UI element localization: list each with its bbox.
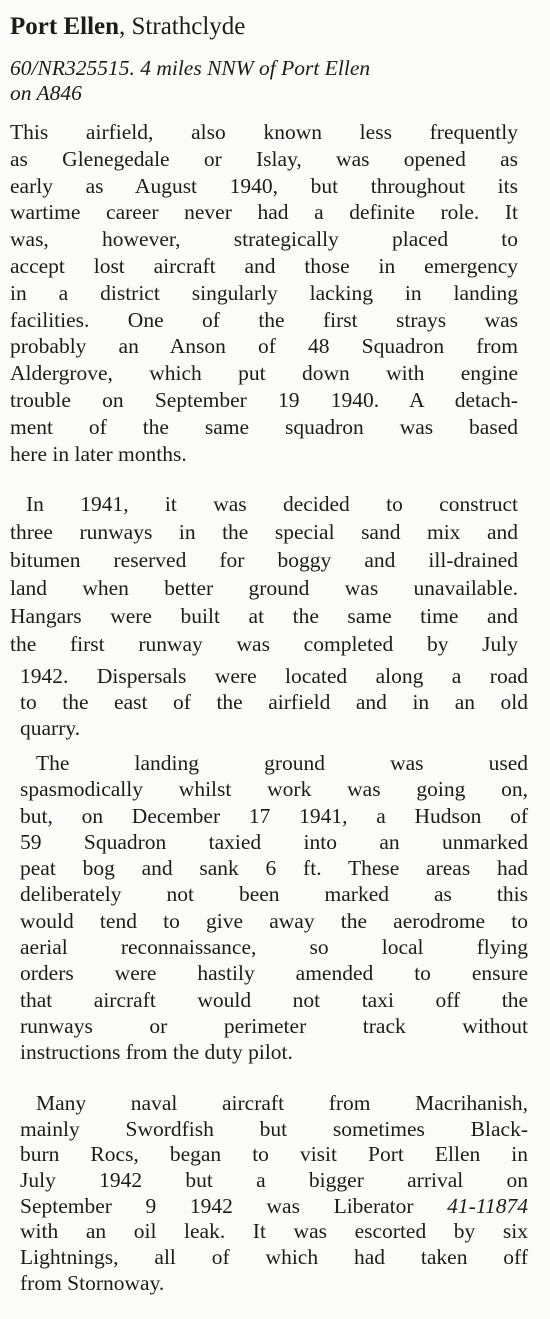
text-line: burn Rocs, began to visit Port Ellen in	[20, 1142, 528, 1167]
paragraph-4	[20, 750, 528, 1066]
text-line: trouble on September 19 1940. A detach-	[10, 387, 518, 412]
text-line: as Glenegedale or Islay, was opened as	[10, 146, 518, 171]
text-line: runways or perimeter track without	[20, 1013, 528, 1038]
text-line: in a district singularly lacking in landing	[10, 280, 518, 305]
text-line-with-serial	[20, 1194, 528, 1220]
text-line: land when better ground was unavailable.	[10, 576, 518, 600]
entry-region: Strathclyde	[131, 13, 246, 40]
text-line: three runways in the special sand mix and	[10, 520, 518, 544]
aircraft-serial: 41-11874	[447, 1193, 528, 1218]
text-line: aerial reconnaissance, so local flying	[20, 935, 528, 960]
entry-place-name: Port Ellen	[10, 13, 120, 40]
text-line: probably an Anson of 48 Squadron from	[10, 334, 518, 359]
text-line: facilities. One of the first strays was	[10, 307, 518, 332]
text-line: wartime career never had a definite role. It	[10, 200, 518, 225]
text-line: to the east of the airfield and in an old	[20, 690, 528, 715]
text-line: ment of the same squadron was based	[10, 414, 518, 439]
text-line: but, on December 17 1941, a Hudson of	[20, 803, 528, 828]
text-line: from Stornoway.	[20, 1270, 165, 1295]
text-line: early as August 1940, but throughout its	[10, 173, 518, 198]
paragraph-5	[20, 1091, 528, 1297]
text-line: accept lost aircraft and those in emergency	[10, 253, 518, 278]
text-line: was, however, strategically placed to	[10, 227, 518, 252]
locator-line: on A846	[10, 81, 82, 105]
locator-line: 60/NR325515. 4 miles NNW of Port Ellen	[10, 56, 371, 80]
text-line: here in later months.	[10, 441, 187, 466]
text-line: bitumen reserved for boggy and ill-drained	[10, 548, 518, 572]
text-line: instructions from the duty pilot.	[20, 1040, 293, 1065]
text-line: Aldergrove, which put down with engine	[10, 361, 518, 386]
paragraph-3	[20, 663, 528, 742]
text-line: This airfield, also known less frequently	[10, 120, 518, 144]
paragraph-2	[10, 490, 518, 658]
text-line: peat bog and sank 6 ft. These areas had	[20, 856, 528, 881]
text-line: Lightnings, all of which had taken off	[20, 1245, 528, 1270]
text-line: quarry.	[20, 716, 81, 741]
text-line: 59 Squadron taxied into an unmarked	[20, 829, 528, 854]
text-line: The landing ground was used	[36, 751, 528, 775]
entry-heading	[10, 12, 540, 42]
text-line: would tend to give away the aerodrome to	[20, 908, 528, 933]
text-line: 1942. Dispersals were located along a road	[20, 664, 528, 688]
text-line: July 1942 but a bigger arrival on	[20, 1168, 528, 1193]
text-line: Many naval aircraft from Macrihanish,	[36, 1091, 528, 1115]
text-line: Hangars were built at the same time and	[10, 604, 518, 628]
text-line: spasmodically whilst work was going on,	[20, 777, 528, 802]
text-line: deliberately not been marked as this	[20, 882, 528, 907]
entry-locator	[10, 56, 525, 106]
text-line: with an oil leak. It was escorted by six	[20, 1219, 528, 1244]
heading-separator: ,	[119, 13, 132, 40]
text-line: orders were hastily amended to ensure	[20, 961, 528, 986]
text-line: In 1941, it was decided to construct	[26, 492, 518, 516]
text-line: the first runway was completed by July	[10, 632, 518, 656]
text-line: mainly Swordfish but sometimes Black-	[20, 1116, 528, 1141]
paragraph-1	[10, 119, 518, 467]
line-text: September 9 1942 was Liberator	[20, 1193, 448, 1218]
text-line: that aircraft would not taxi off the	[20, 987, 528, 1012]
